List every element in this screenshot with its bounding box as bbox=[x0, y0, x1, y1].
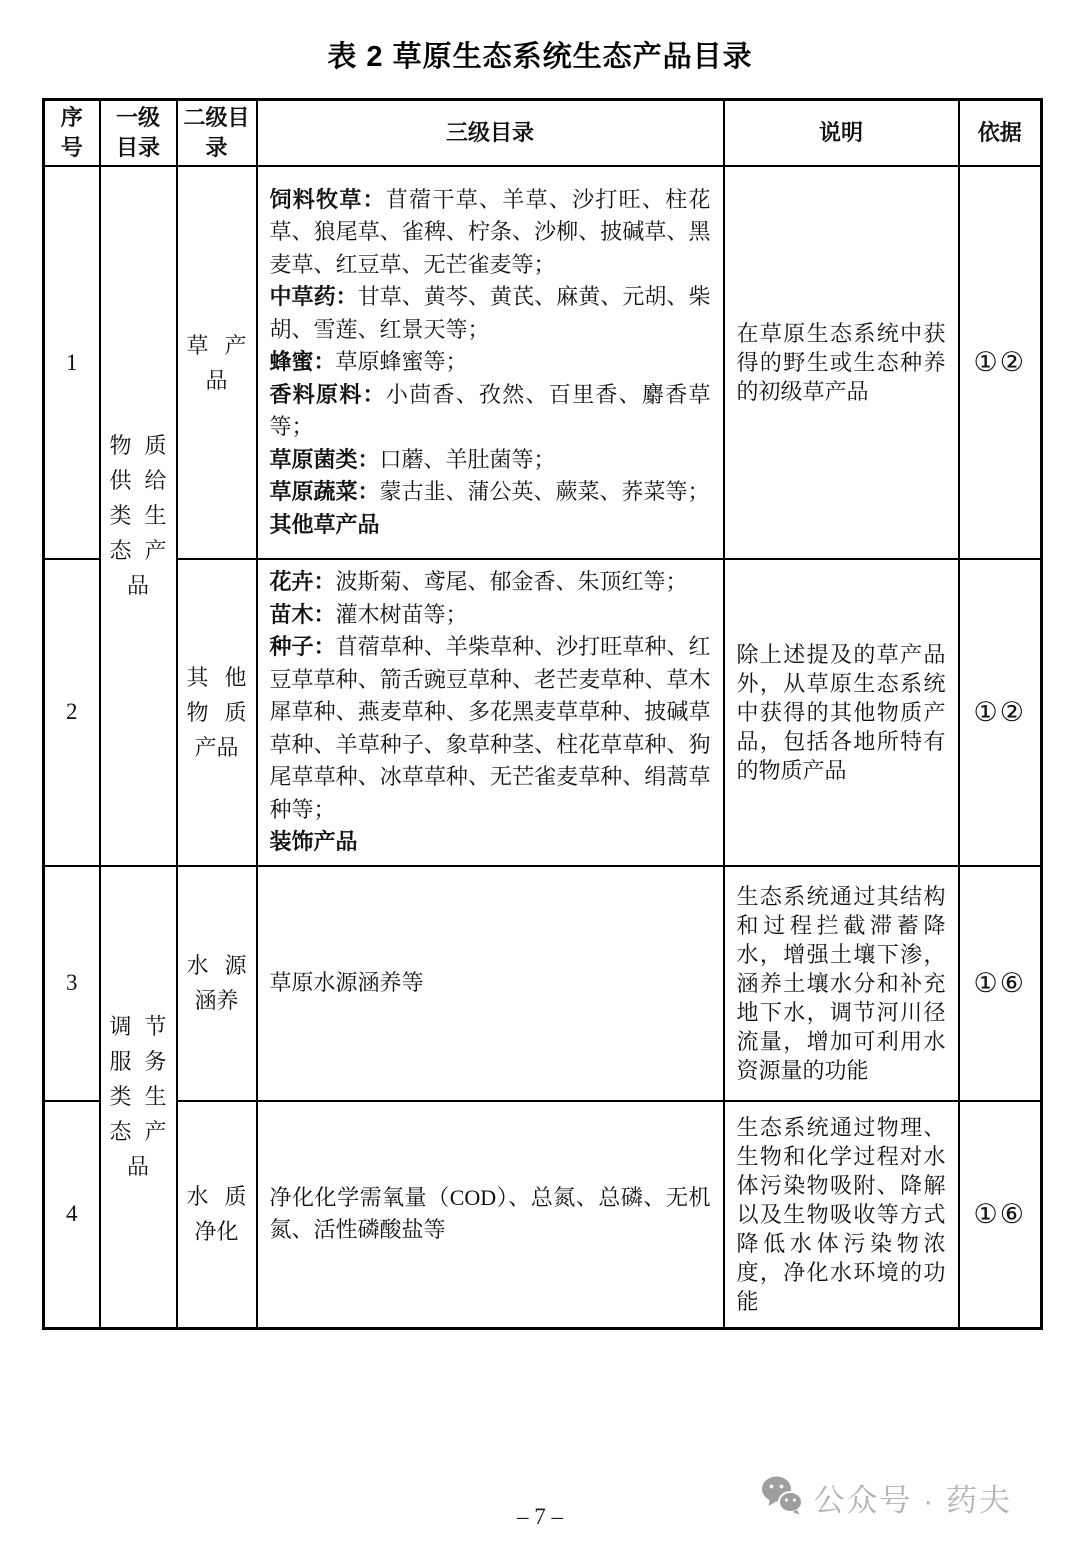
basis-cell: ①⑥ bbox=[959, 1101, 1042, 1329]
entry-items: 草原水源涵养等 bbox=[269, 969, 424, 995]
entry-items: 甘草、黄芩、黄芪、麻黄、元胡、柴胡、雪莲、红景天等； bbox=[269, 284, 711, 342]
entry-label: 蜂蜜： bbox=[269, 349, 336, 375]
header-no: 序号 bbox=[44, 100, 100, 167]
catalog-entry bbox=[270, 476, 711, 509]
entry-items: 净化化学需氧量（COD）、总氮、总磷、无机氮、活性磷酸盐等 bbox=[269, 1184, 711, 1243]
catalog-entry bbox=[270, 826, 711, 859]
level3-cell bbox=[257, 559, 724, 866]
table-row bbox=[44, 866, 1042, 1101]
basis-cell: ①② bbox=[959, 166, 1042, 559]
watermark-text: 公众号 · 药夫 bbox=[813, 1483, 1012, 1518]
note-cell: 生态系统通过其结构和过程拦截滞蓄降水，增强土壤下渗，涵养土壤水分和补充地下水，调节河川径流量，增加可利用水资源量的功能 bbox=[724, 866, 959, 1101]
basis-cell: ①⑥ bbox=[959, 866, 1042, 1101]
catalog-entry bbox=[270, 631, 711, 826]
row-no: 2 bbox=[44, 559, 100, 866]
level3-cell bbox=[257, 866, 724, 1101]
page-title: 表 2 草原生态系统生态产品目录 bbox=[327, 41, 753, 73]
header-note: 说明 bbox=[724, 100, 959, 167]
entry-label: 花卉： bbox=[269, 569, 336, 594]
entry-items: 蒙古韭、蒲公英、蕨菜、荞菜等； bbox=[379, 479, 710, 505]
catalog-entry bbox=[270, 346, 711, 379]
entry-label: 装饰产品 bbox=[269, 829, 358, 854]
level1-cell: 物质供给类生态产品 bbox=[100, 166, 177, 866]
header-basis: 依据 bbox=[959, 100, 1042, 167]
entry-label: 饲料牧草： bbox=[269, 186, 386, 212]
catalog-entry bbox=[270, 444, 711, 477]
entry-items: 灌木树苗等； bbox=[335, 601, 468, 627]
table-row bbox=[44, 1101, 1042, 1329]
catalog-entry bbox=[270, 1182, 711, 1247]
catalog-entry bbox=[270, 599, 711, 632]
catalog-entry bbox=[270, 509, 711, 542]
header-level3: 三级目录 bbox=[257, 100, 724, 167]
catalog-entry bbox=[270, 379, 711, 444]
level2-cell: 其他物质产品 bbox=[177, 559, 257, 866]
entry-label: 中草药： bbox=[269, 284, 358, 310]
level2-cell: 水质净化 bbox=[177, 1101, 257, 1329]
entry-label: 草原蔬菜： bbox=[269, 479, 380, 505]
catalog-table bbox=[42, 98, 1043, 1330]
entry-label: 草原菌类： bbox=[269, 446, 380, 472]
catalog-entry bbox=[270, 281, 711, 346]
level2-cell: 水源涵养 bbox=[177, 866, 257, 1101]
note-cell: 除上述提及的草产品外，从草原生态系统中获得的其他物质产品，包括各地所特有的物质产品 bbox=[724, 559, 959, 866]
row-no: 1 bbox=[44, 166, 100, 559]
entry-items: 苜蓿干草、羊草、沙打旺、柱花草、狼尾草、雀稗、柠条、沙柳、披碱草、黑麦草、红豆草、无芒雀麦等； bbox=[269, 186, 711, 277]
table-row bbox=[44, 166, 1042, 559]
wechat-icon bbox=[761, 1475, 803, 1520]
entry-items: 小茴香、孜然、百里香、麝香草等； bbox=[269, 381, 711, 440]
table-row bbox=[44, 559, 1042, 866]
entry-label: 香料原料： bbox=[269, 381, 386, 407]
entry-items: 草原蜂蜜等； bbox=[335, 349, 468, 375]
catalog-entry bbox=[270, 967, 711, 1000]
level3-cell bbox=[257, 1101, 724, 1329]
catalog-entry bbox=[270, 184, 711, 282]
entry-items: 苜蓿草种、羊柴草种、沙打旺草种、红豆草草种、箭舌豌豆草种、老芒麦草种、草木犀草种、燕麦草种、多花黑麦草草种、披碱草草种、羊草种子、象草种茎、柱花草草种、狗尾草草种、冰草草种、无芒雀麦草种、绢蒿草种等； bbox=[269, 634, 711, 822]
entry-label: 其他草产品 bbox=[269, 511, 380, 537]
level3-cell bbox=[257, 166, 724, 559]
header-level1: 一级目录 bbox=[100, 100, 177, 167]
entry-label: 种子： bbox=[269, 634, 336, 659]
entry-label: 苗木： bbox=[269, 601, 336, 627]
entry-items: 波斯菊、鸢尾、郁金香、朱顶红等； bbox=[335, 569, 688, 594]
header-level2: 二级目录 bbox=[177, 100, 257, 167]
row-no: 4 bbox=[44, 1101, 100, 1329]
entry-items: 口蘑、羊肚菌等； bbox=[379, 446, 556, 472]
basis-cell: ①② bbox=[959, 559, 1042, 866]
level1-cell: 调节服务类生态产品 bbox=[100, 866, 177, 1329]
header-row bbox=[44, 100, 1042, 167]
row-no: 3 bbox=[44, 866, 100, 1101]
note-cell: 生态系统通过物理、生物和化学过程对水体污染物吸附、降解以及生物吸收等方式降低水体污染物浓度，净化水环境的功能 bbox=[724, 1101, 959, 1329]
page-number: – 7 – bbox=[517, 1504, 563, 1529]
note-cell: 在草原生态系统中获得的野生或生态种养的初级草产品 bbox=[724, 166, 959, 559]
catalog-entry bbox=[270, 566, 711, 599]
level2-cell: 草产品 bbox=[177, 166, 257, 559]
watermark bbox=[761, 1475, 1012, 1520]
